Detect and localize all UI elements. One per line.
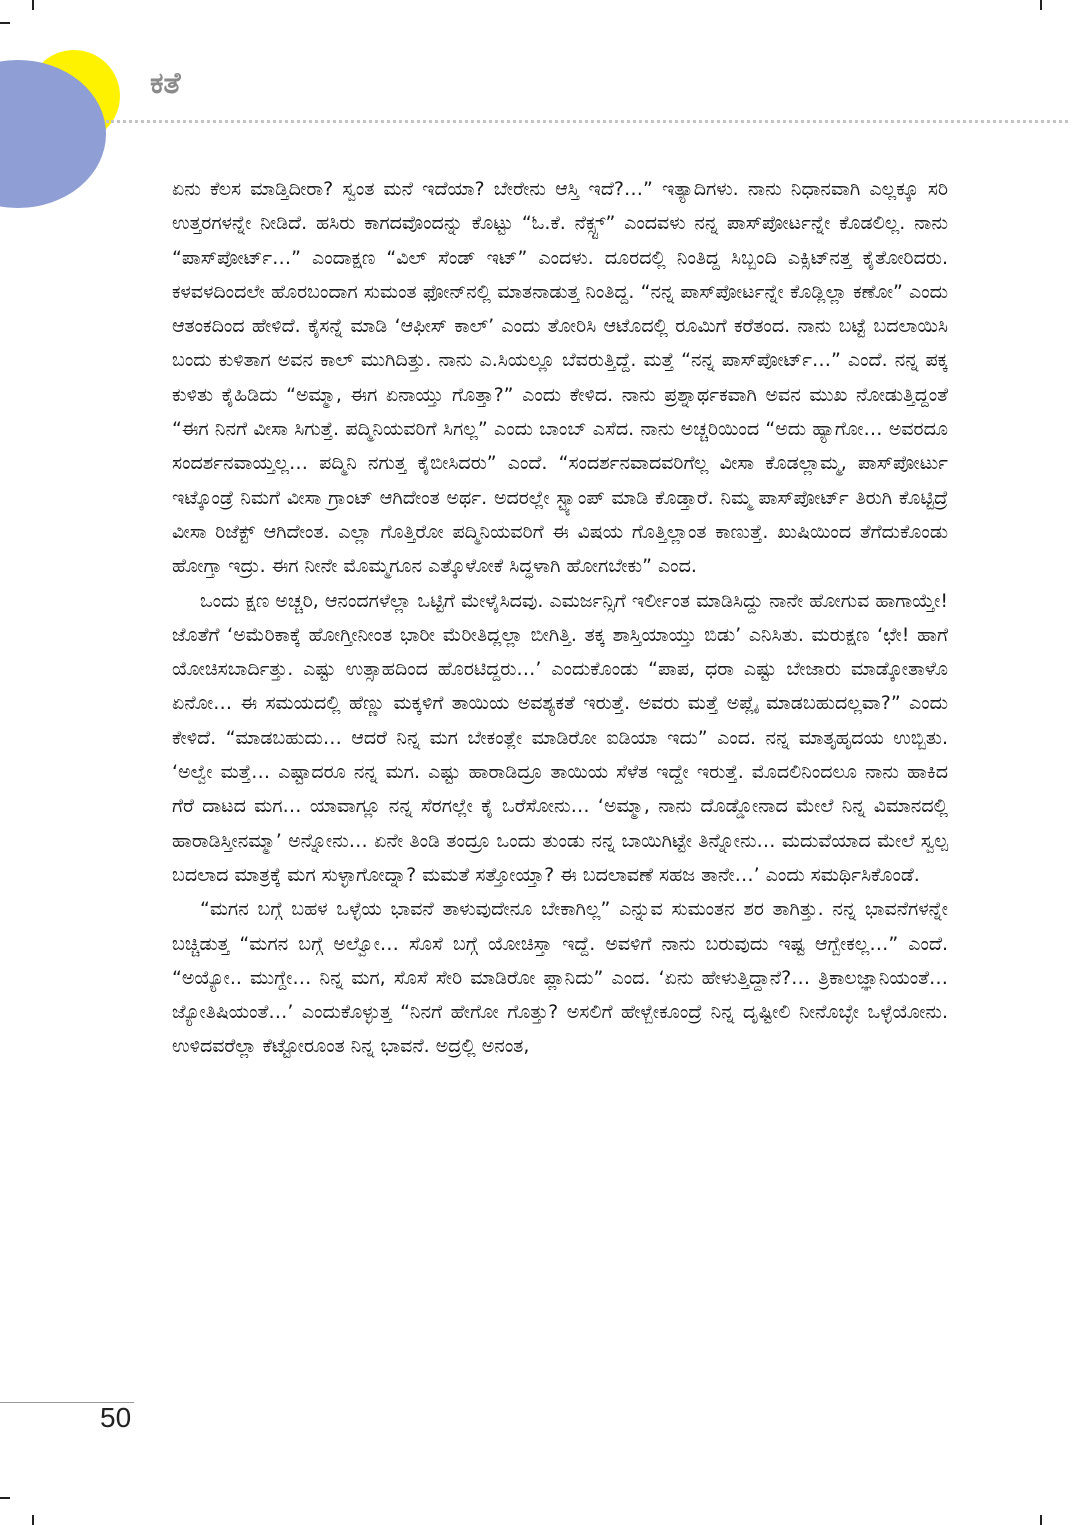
crop-mark-bottom-left: [0, 1497, 10, 1499]
section-title: ಕತೆ: [150, 66, 181, 101]
crop-mark-bottom-left-v: [32, 1515, 34, 1525]
crop-mark-top-left: [32, 0, 34, 10]
crop-mark-bottom-right: [1040, 1515, 1042, 1525]
paragraph: ಒಂದು ಕ್ಷಣ ಅಚ್ಚರಿ, ಆನಂದಗಳೆಲ್ಲಾ ಒಟ್ಟಿಗೆ ಮೇಳೈಸಿದವು. ಎಮರ್ಜನ್ಸಿಗೆ ಇರ್ಲೀಂತ ಮಾಡಿಸಿದ್ದು ನಾನೇ ಹೋಗುವ ಹಾಗಾಯ್ತೇ! ಜೊತೆಗೆ ‘ಅಮೆರಿಕಾಕ್ಕೆ ಹೋಗ್ತೀನೀಂತ ಭಾರೀ ಮೆರೀತಿದ್ಲಲ್ಲಾ ಬೀಗಿತ್ತಿ. ತಕ್ಕ ಶಾಸ್ತಿಯಾಯ್ತು ಬಿಡು’ ಎನಿಸಿತು. ಮರುಕ್ಷಣ ‘ಛೇ! ಹಾಗೆ ಯೋಚಿಸಬಾರ್ದಿತ್ತು. ಎಷ್ಟು ಉತ್ಸಾಹದಿಂದ ಹೊರಟಿದ್ದರು…’ ಎಂದುಕೊಂಡು “ಪಾಪ, ಧರಾ ಎಷ್ಟು ಬೇಜಾರು ಮಾಡ್ಕೋತಾಳೊ ಏನೋ… ಈ ಸಮಯದಲ್ಲಿ ಹೆಣ್ಣು ಮಕ್ಕಳಿಗೆ ತಾಯಿಯ ಅವಶ್ಯಕತೆ ಇರುತ್ತೆ. ಅವರು ಮತ್ತೆ ಅಪ್ಲೈ ಮಾಡಬಹುದಲ್ಲವಾ?” ಎಂದು ಕೇಳಿದೆ. “ಮಾಡಬಹುದು… ಆದರೆ ನಿನ್ನ ಮಗ ಬೇಕಂತ್ಲೇ ಮಾಡಿರೋ ಐಡಿಯಾ ಇದು” ಎಂದ. ನನ್ನ ಮಾತೃಹೃದಯ ಉಬ್ಬಿತು. ‘ಅಲ್ವೇ ಮತ್ತೆ… ಎಷ್ಟಾದರೂ ನನ್ನ ಮಗ. ಎಷ್ಟು ಹಾರಾಡಿದ್ರೂ ತಾಯಿಯ ಸೆಳೆತ ಇದ್ದೇ ಇರುತ್ತೆ. ಮೊದಲಿನಿಂದಲೂ ನಾನು ಹಾಕಿದ ಗೆರೆ ದಾಟದ ಮಗ… ಯಾವಾಗ್ಲೂ ನನ್ನ ಸೆರಗಲ್ಲೇ ಕೈ ಒರೆಸೋನು… ‘ಅಮ್ಮಾ, ನಾನು ದೊಡ್ಡೋನಾದ ಮೇಲೆ ನಿನ್ನ ವಿಮಾನದಲ್ಲಿ ಹಾರಾಡಿಸ್ತೀನಮ್ಮಾ’ ಅನ್ನೋನು… ಏನೇ ತಿಂಡಿ ತಂದ್ರೂ ಒಂದು ತುಂಡು ನನ್ನ ಬಾಯಿಗಿಟ್ಟೇ ತಿನ್ನೋನು… ಮದುವೆಯಾದ ಮೇಲೆ ಸ್ವಲ್ಪ ಬದಲಾದ ಮಾತ್ರಕ್ಕೆ ಮಗ ಸುಳ್ಳಾಗೋದ್ನಾ? ಮಮತೆ ಸತ್ತೋಯ್ತಾ? ಈ ಬದಲಾವಣೆ ಸಹಜ ತಾನೇ…’ ಎಂದು ಸಮರ್ಥಿಸಿಕೊಂಡೆ.: [172, 589, 948, 886]
paragraph: “ಮಗನ ಬಗ್ಗೆ ಬಹಳ ಒಳ್ಳೆಯ ಭಾವನೆ ತಾಳುವುದೇನೂ ಬೇಕಾಗಿಲ್ಲ” ಎನ್ನುವ ಸುಮಂತನ ಶರ ತಾಗಿತ್ತು. ನನ್ನ ಭಾವನೆಗಳನ್ನೇ ಬಚ್ಚಿಡುತ್ತ “ಮಗನ ಬಗ್ಗೆ ಅಲ್ವೋ… ಸೊಸೆ ಬಗ್ಗೆ ಯೋಚಿಸ್ತಾ ಇದ್ದೆ. ಅವಳಿಗೆ ನಾನು ಬರುವುದು ಇಷ್ಟ ಆಗ್ಬೇಕಲ್ಲ…” ಎಂದೆ. “ಅಯ್ಯೋ.. ಮುಗ್ದೇ… ನಿನ್ನ ಮಗ, ಸೊಸೆ ಸೇರಿ ಮಾಡಿರೋ ಪ್ಲಾನಿದು” ಎಂದ. ‘ಏನು ಹೇಳುತ್ತಿದ್ದಾನೆ?… ತ್ರಿಕಾಲಜ್ಞಾನಿಯಂತೆ… ಜ್ಯೋತಿಷಿಯಂತೆ…’ ಎಂದುಕೊಳ್ಳುತ್ತ “ನಿನಗೆ ಹೇಗೋ ಗೊತ್ತು? ಅಸಲಿಗೆ ಹೇಳ್ಬೇಕೂಂದ್ರೆ ನಿನ್ನ ದೃಷ್ಟೀಲಿ ನೀನೊಬ್ಳೇ ಒಳ್ಳೆಯೋನು. ಉಳಿದವರೆಲ್ಲಾ ಕೆಟ್ಟೋರೂಂತ ನಿನ್ನ ಭಾವನೆ. ಅದ್ರಲ್ಲಿ ಅನಂತ,: [172, 898, 948, 1058]
paragraph: ಏನು ಕೆಲಸ ಮಾಡ್ತಿದೀರಾ? ಸ್ವಂತ ಮನೆ ಇದೆಯಾ? ಬೇರೇನು ಆಸ್ತಿ ಇದೆ?…” ಇತ್ಯಾದಿಗಳು. ನಾನು ನಿಧಾನವಾಗಿ ಎಲ್ಲಕ್ಕೂ ಸರಿ ಉತ್ತರಗಳನ್ನೇ ನೀಡಿದೆ. ಹಸಿರು ಕಾಗದವೊಂದನ್ನು ಕೊಟ್ಟು “ಓ.ಕೆ. ನೆಕ್ಸ್ಟ್” ಎಂದವಳು ನನ್ನ ಪಾಸ್‌ಪೋರ್ಟನ್ನೇ ಕೊಡಲಿಲ್ಲ. ನಾನು “ಪಾಸ್‌ಪೋರ್ಟ್…” ಎಂದಾಕ್ಷಣ “ವಿಲ್ ಸೆಂಡ್ ಇಟ್” ಎಂದಳು. ದೂರದಲ್ಲಿ ನಿಂತಿದ್ದ ಸಿಬ್ಬಂದಿ ಎಕ್ಸಿಟ್‌ನತ್ತ ಕೈತೋರಿದರು. ಕಳವಳದಿಂದಲೇ ಹೊರಬಂದಾಗ ಸುಮಂತ ಫೋನ್‌ನಲ್ಲಿ ಮಾತನಾಡುತ್ತ ನಿಂತಿದ್ದ. “ನನ್ನ ಪಾಸ್‌ಪೋರ್ಟನ್ನೇ ಕೊಡ್ಲಿಲ್ಲಾ ಕಣೋ” ಎಂದು ಆತಂಕದಿಂದ ಹೇಳಿದೆ. ಕೈಸನ್ನೆ ಮಾಡಿ ‘ಆಫೀಸ್ ಕಾಲ್’ ಎಂದು ತೋರಿಸಿ ಆಟೊದಲ್ಲಿ ರೂಮಿಗೆ ಕರೆತಂದ. ನಾನು ಬಟ್ಟೆ ಬದಲಾಯಿಸಿ ಬಂದು ಕುಳಿತಾಗ ಅವನ ಕಾಲ್ ಮುಗಿದಿತ್ತು. ನಾನು ಎ.ಸಿಯಲ್ಲೂ ಬೆವರುತ್ತಿದ್ದೆ. ಮತ್ತೆ “ನನ್ನ ಪಾಸ್‌ಪೋರ್ಟ್…” ಎಂದೆ. ನನ್ನ ಪಕ್ಕ ಕುಳಿತು ಕೈಹಿಡಿದು “ಅಮ್ಮಾ, ಈಗ ಏನಾಯ್ತು ಗೊತ್ತಾ?” ಎಂದು ಕೇಳಿದ. ನಾನು ಪ್ರಶ್ನಾರ್ಥಕವಾಗಿ ಅವನ ಮುಖ ನೋಡುತ್ತಿದ್ದಂತೆ “ಈಗ ನಿನಗೆ ವೀಸಾ ಸಿಗುತ್ತೆ. ಪದ್ಮಿನಿಯವರಿಗೆ ಸಿಗಲ್ಲ” ಎಂದು ಬಾಂಬ್ ಎಸೆದ. ನಾನು ಅಚ್ಚರಿಯಿಂದ “ಅದು ಹ್ಯಾಗೋ… ಅವರದೂ ಸಂದರ್ಶನವಾಯ್ತಲ್ಲ… ಪದ್ಮಿನಿ ನಗುತ್ತ ಕೈಬೀಸಿದರು” ಎಂದೆ. “ಸಂದರ್ಶನವಾದವರಿಗೆಲ್ಲ ವೀಸಾ ಕೊಡಲ್ಲಾಮ್ಮ, ಪಾಸ್‌ಪೋರ್ಟು ಇಟ್ಕೊಂಡ್ರೆ ನಿಮಗೆ ವೀಸಾ ಗ್ರಾಂಟ್ ಆಗಿದೇಂತ ಅರ್ಥ. ಅದರಲ್ಲೇ ಸ್ಟ್ಯಾಂಪ್ ಮಾಡಿ ಕೊಡ್ತಾರೆ. ನಿಮ್ಮ ಪಾಸ್‌ಪೋರ್ಟ್ ತಿರುಗಿ ಕೊಟ್ಟಿದ್ರೆ ವೀಸಾ ರಿಜೆಕ್ಟ್ ಆಗಿದೇಂತ. ಎಲ್ಲಾ ಗೊತ್ತಿರೋ ಪದ್ಮಿನಿಯವರಿಗೆ ಈ ವಿಷಯ ಗೊತ್ತಿಲ್ಲಾಂತ ಕಾಣುತ್ತೆ. ಖುಷಿಯಿಂದ ತೆಗೆದುಕೊಂಡು ಹೋಗ್ತಾ ಇದ್ರು. ಈಗ ನೀನೇ ಮೊಮ್ಮಗೂನ ಎತ್ಕೊಳೋಕೆ ಸಿದ್ಧಳಾಗಿ ಹೋಗಬೇಕು” ಎಂದ.: [172, 178, 948, 578]
crop-mark-top-left-h: [0, 22, 10, 24]
page-number: 50: [100, 1402, 132, 1433]
story-body: [172, 172, 948, 1064]
dotted-divider: [106, 120, 1068, 123]
crop-mark-top-right: [1040, 0, 1042, 10]
